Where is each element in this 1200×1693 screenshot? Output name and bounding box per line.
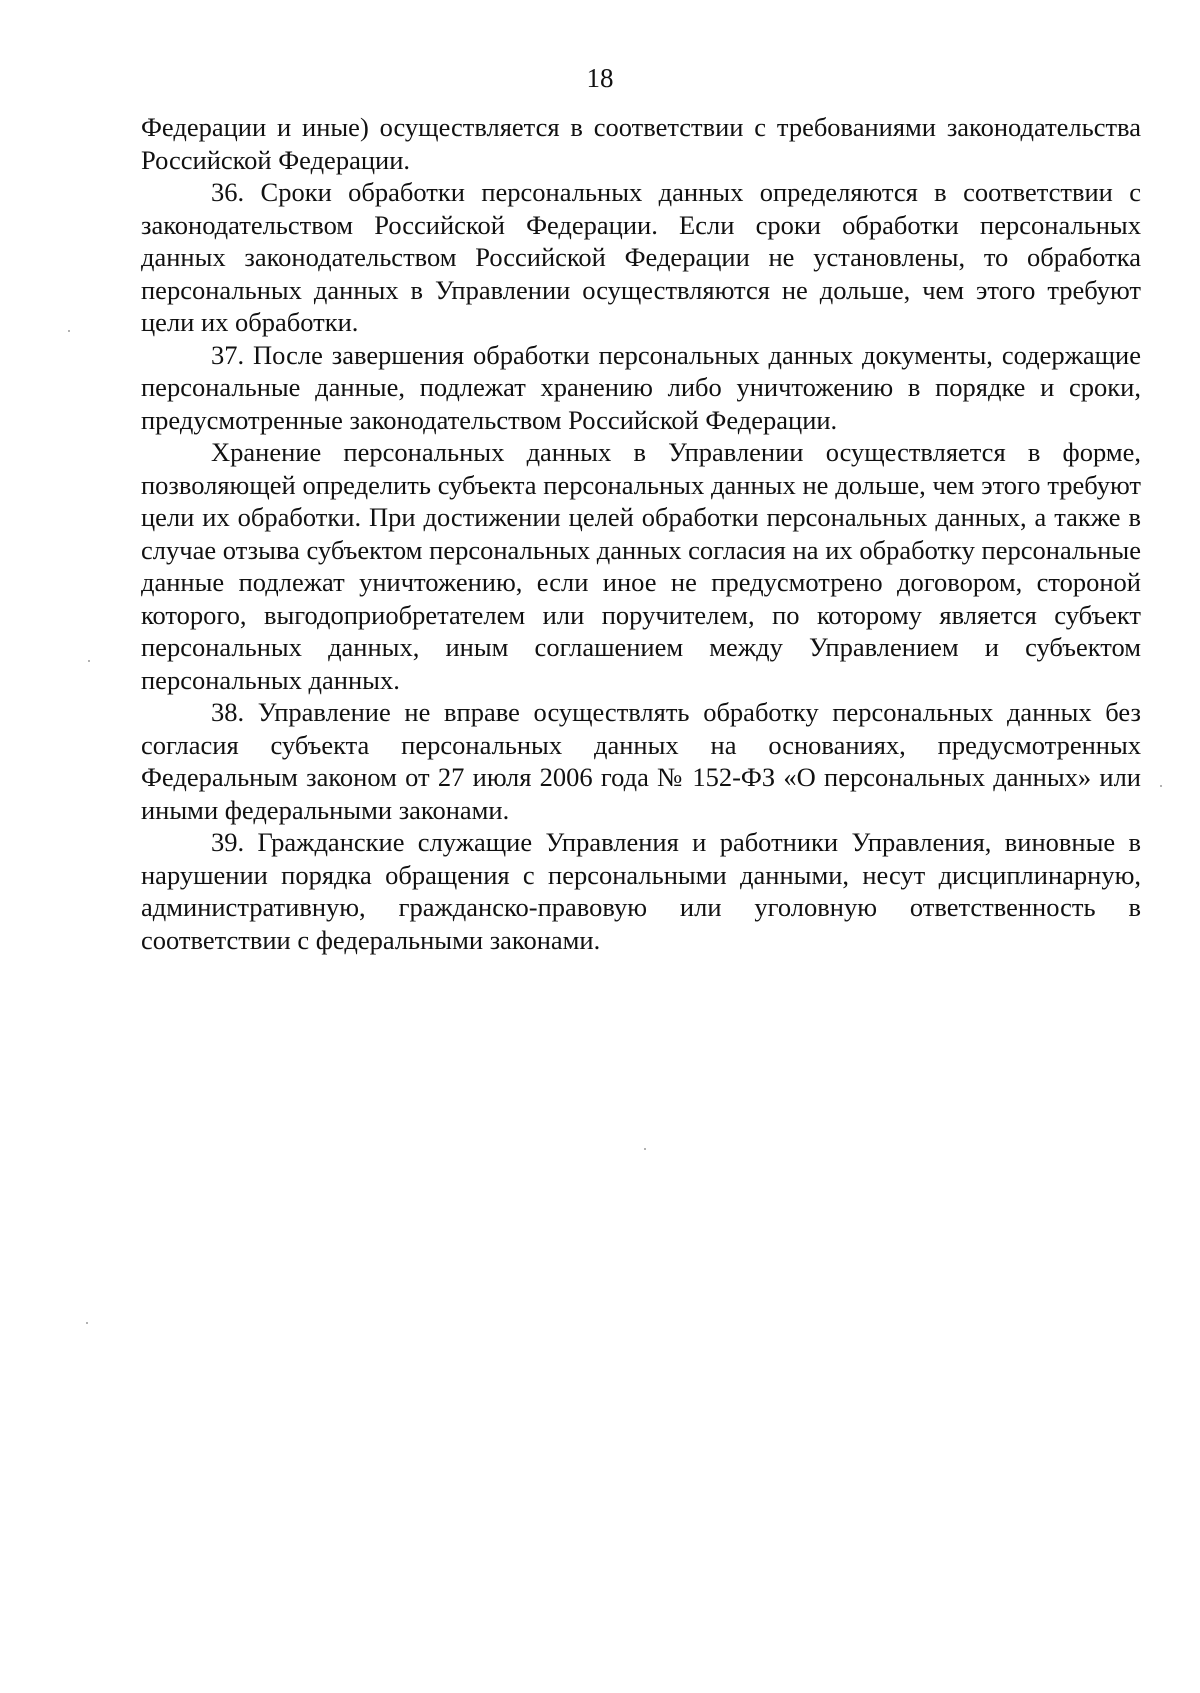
page-number: 18	[586, 63, 614, 93]
scan-speck	[644, 1148, 646, 1150]
scan-speck	[68, 330, 70, 332]
paragraph-39: 39. Гражданские служащие Управления и работники Управления, виновные в нарушении порядка обращения с персональными данными, несут дисциплинарную, административную, гражданско-правовую или уголовную ответственность в соответствии с федеральными законами.	[141, 827, 1141, 955]
paragraph-storage: Хранение персональных данных в Управлении осуществляется в форме, позволяющей определить субъекта персональных данных не дольше, чем этого требуют цели их обработки. При достижении целей обработки персональных данных, а также в случае отзыва субъектом персональных данных согласия на их обработку персональные данные подлежат уничтожению, если иное не предусмотрено договором, стороной которого, выгодоприобретателем или поручителем, по которому является субъект персональных данных, иным соглашением между Управлением и субъектом персональных данных.	[141, 437, 1141, 695]
paragraph-37: 37. После завершения обработки персональных данных документы, содержащие персональные данные, подлежат хранению либо уничтожению в порядке и сроки, предусмотренные законодательством Российской Федерации.	[141, 339, 1141, 435]
scan-speck	[86, 1322, 88, 1324]
document-body	[141, 111, 1141, 956]
scan-speck	[1160, 785, 1162, 787]
paragraph-38: 38. Управление не вправе осуществлять обработку персональных данных без согласия субъекта персональных данных на основаниях, предусмотренных Федеральным законом от 27 июля 2006 года № 152-ФЗ «О персональных данных» или иными федеральными законами.	[141, 697, 1141, 825]
paragraph-continuation: Федерации и иные) осуществляется в соответствии с требованиями законодательства Российской Федерации.	[141, 112, 1141, 175]
scan-speck	[88, 660, 90, 662]
paragraph-36: 36. Сроки обработки персональных данных определяются в соответствии с законодательством Российской Федерации. Если сроки обработки персональных данных законодательством Российской Федерации не установлены, то обработка персональных данных в Управлении осуществляются не дольше, чем этого требуют цели их обработки.	[141, 177, 1141, 337]
